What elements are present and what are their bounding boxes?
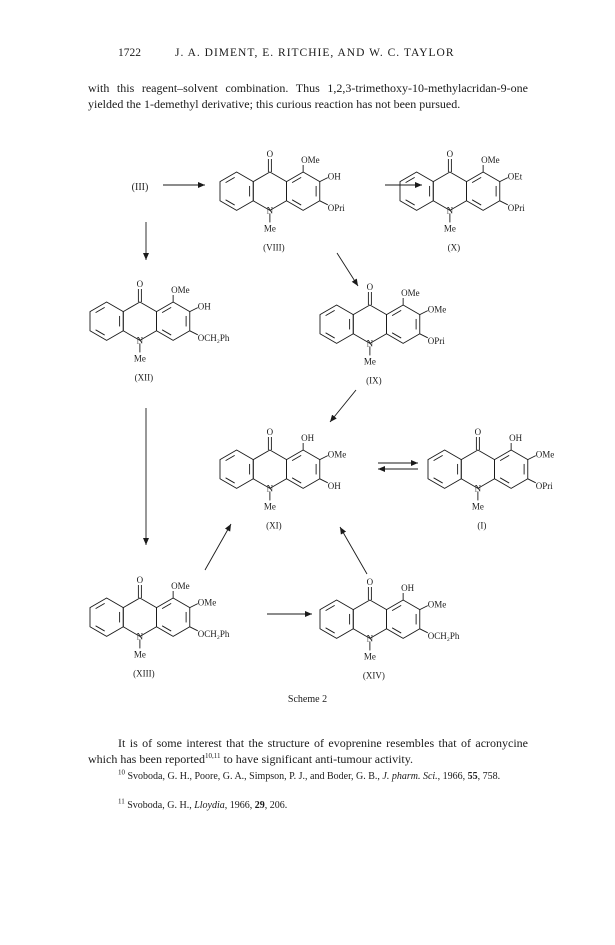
substituent-1: OMe (301, 155, 320, 165)
reference-10: $^{10}$ Svoboda, G. H., Poore, G. A., Simpson, P. J., and Boder, G. B., J. pharm. Sci., 1966, 55, 758. (118, 768, 501, 782)
scheme-caption: Scheme 2 (287, 694, 328, 705)
compound-x (400, 149, 525, 252)
substituent-3: OPri (327, 202, 345, 213)
substituent-1: OMe (481, 155, 500, 165)
compound-ix (320, 282, 446, 385)
body-text: It is of some interest that the structure of evoprenine resembles that of acronycine which has been reported (88, 736, 528, 766)
substituent-1: OH (509, 433, 523, 443)
substituent-3: OH (327, 480, 341, 491)
ring-nitrogen: N (446, 205, 454, 216)
compound-xiv (320, 577, 460, 680)
substituent-2: OMe (197, 597, 217, 608)
compound-xiii (90, 575, 230, 678)
substituent-1: OH (401, 583, 415, 593)
compound-label: (X) (447, 242, 461, 253)
substituent-2: OMe (535, 449, 555, 460)
n-methyl: Me (363, 356, 376, 367)
start-compound-label: (III) (131, 182, 149, 193)
body-text-end: to have significant anti-tumour activity. (220, 752, 413, 766)
ring-nitrogen: N (366, 633, 374, 644)
substituent-3: OPri (427, 335, 445, 346)
arrow-ix-to-xi (330, 390, 356, 422)
compound-xii (90, 279, 230, 382)
body-paragraph (88, 735, 528, 767)
substituent-3: OCH₂Ph (197, 332, 230, 343)
reference-11: $^{11}$ Svoboda, G. H., Lloydia, 1966, 29, 206. (118, 797, 288, 811)
compound-label: (XI) (266, 520, 282, 531)
ring-nitrogen: N (136, 335, 144, 346)
page-number: 1722 (118, 47, 141, 59)
carbonyl-oxygen: O (266, 149, 274, 159)
reference-marks: 10,11 (204, 752, 221, 760)
substituent-3: OPri (535, 480, 553, 491)
compound-label: (I) (477, 520, 487, 531)
carbonyl-oxygen: O (446, 149, 454, 159)
carbonyl-oxygen: O (474, 427, 482, 437)
carbonyl-oxygen: O (266, 427, 274, 437)
substituent-3: OCH₂Ph (427, 630, 460, 641)
compound-xi (220, 427, 346, 530)
substituent-1: OMe (401, 288, 420, 298)
compound-label: (XIV) (362, 670, 385, 681)
compound-i (428, 427, 554, 530)
n-methyl: Me (263, 223, 276, 234)
substituent-2: OMe (427, 304, 447, 315)
running-head: J. A. DIMENT, E. RITCHIE, AND W. C. TAYLOR (175, 47, 455, 59)
compound-label: (XII) (134, 372, 154, 383)
intro-paragraph: with this reagent–solvent combination. Thus 1,2,3-trimethoxy-10-methylacridan-9-one yielded the 1-demethyl derivative; this curious reaction has not been pursued. (88, 81, 528, 111)
substituent-1: OMe (171, 285, 190, 295)
ring-nitrogen: N (474, 483, 482, 494)
compound-label: (IX) (366, 375, 382, 386)
arrow-xiii-to-xi (205, 524, 231, 570)
carbonyl-oxygen: O (136, 279, 144, 289)
n-methyl: Me (443, 223, 456, 234)
substituent-2: OH (327, 171, 341, 182)
carbonyl-oxygen: O (366, 282, 374, 292)
compound-viii (220, 149, 345, 252)
n-methyl: Me (363, 651, 376, 662)
arrow-viii-to-ix (337, 253, 358, 286)
arrow-xiv-to-xi (340, 527, 367, 574)
ring-nitrogen: N (266, 205, 274, 216)
ring-nitrogen: N (366, 338, 374, 349)
substituent-1: OH (301, 433, 315, 443)
substituent-3: OPri (507, 202, 525, 213)
ring-nitrogen: N (266, 483, 274, 494)
compound-label: (XIII) (133, 668, 155, 679)
carbonyl-oxygen: O (136, 575, 144, 585)
substituent-2: OMe (427, 599, 447, 610)
n-methyl: Me (471, 501, 484, 512)
substituent-2: OEt (507, 171, 523, 182)
substituent-3: OCH₂Ph (197, 628, 230, 639)
ring-nitrogen: N (136, 631, 144, 642)
substituent-1: OMe (171, 581, 190, 591)
compound-label: (VIII) (263, 242, 285, 253)
substituent-2: OH (197, 301, 211, 312)
n-methyl: Me (263, 501, 276, 512)
n-methyl: Me (133, 649, 146, 660)
n-methyl: Me (133, 353, 146, 364)
substituent-2: OMe (327, 449, 347, 460)
carbonyl-oxygen: O (366, 577, 374, 587)
